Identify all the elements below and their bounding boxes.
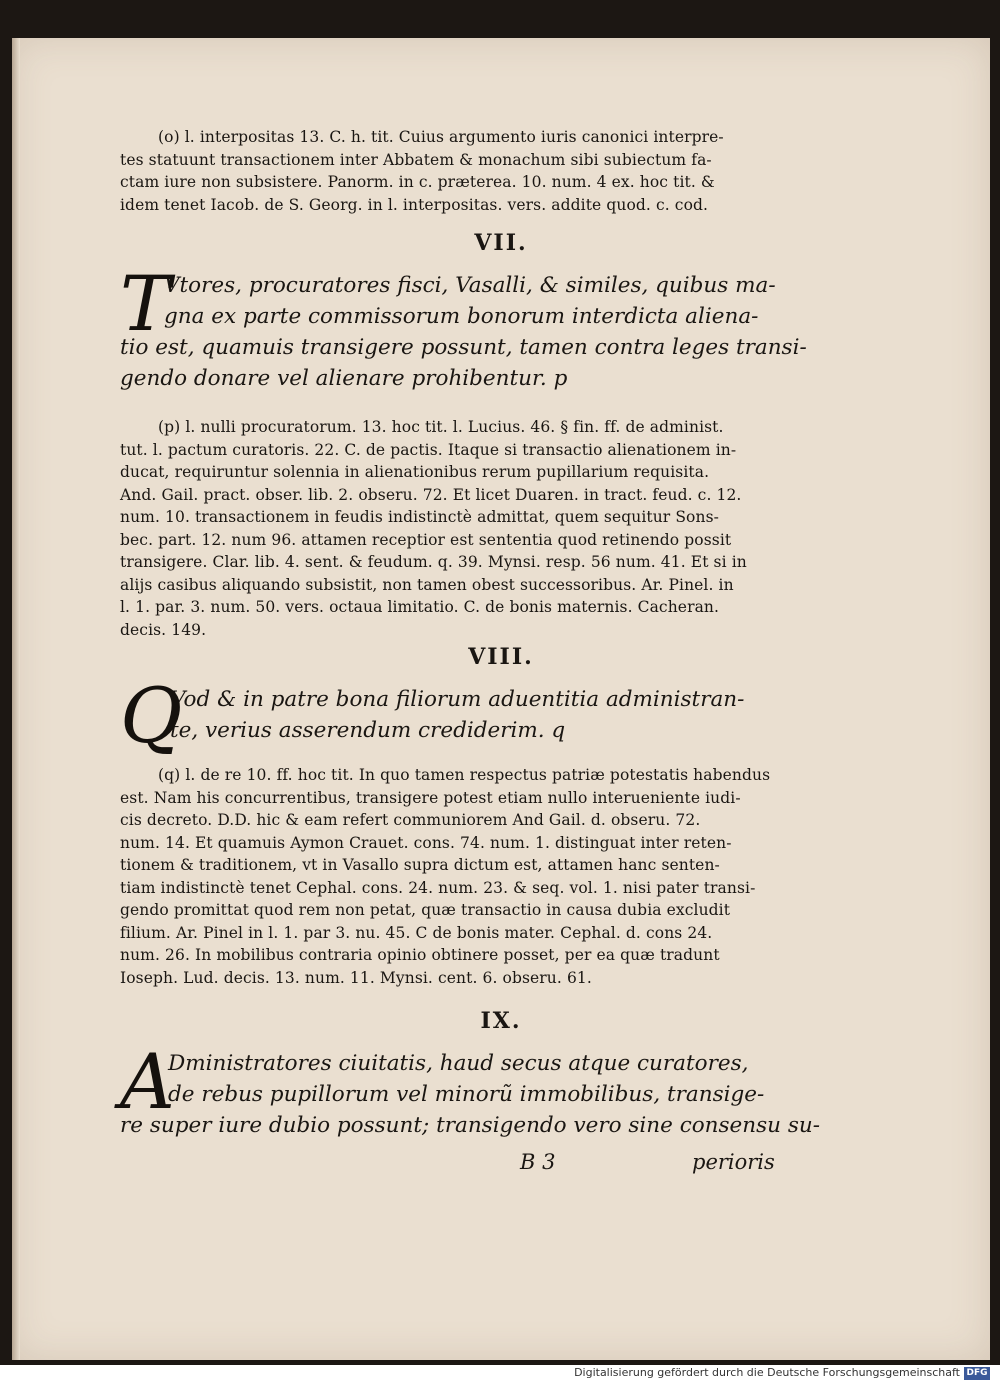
footnote-p (120, 416, 780, 641)
funding-credit: Digitalisierung gefördert durch die Deutsche Forschungsgemeinschaft (574, 1366, 960, 1379)
section-heading-viii: VIII. (468, 644, 534, 670)
text-line: cis decreto. D.D. hic & eam refert communiorem And Gail. d. obseru. 72. (120, 811, 701, 829)
text-line: l. 1. par. 3. num. 50. vers. octaua limitatio. C. de bonis maternis. Cacheran. (120, 598, 720, 616)
section-heading-vii: VII. (474, 230, 528, 256)
dfg-logo: DFG (964, 1367, 990, 1380)
footnote-o (120, 126, 780, 216)
section-heading-ix: IX. (480, 1008, 522, 1034)
text-line: (q) l. de re 10. ff. hoc tit. In quo tamen respectus patriæ potestatis habendus (158, 766, 771, 784)
drop-capital: A (120, 1037, 175, 1126)
section-vii-text (120, 259, 807, 394)
text-line: num. 10. transactionem in feudis indistinctè admittat, quem sequitur Sons- (120, 508, 719, 526)
text-line: Vtores, procuratores fisci, Vasalli, & similes, quibus ma- (164, 273, 776, 298)
text-line: num. 14. Et quamuis Aymon Crauet. cons. 74. num. 1. distinguat inter reten- (120, 833, 732, 852)
text-line: de rebus pupillorum vel minorũ immobilibus, transige- (168, 1082, 765, 1107)
text-line: Ioseph. Lud. decis. 13. num. 11. Mynsi. cent. 6. obseru. 61. (120, 968, 592, 987)
text-line: est. Nam his concurrentibus, transigere potest etiam nullo interueniente iudi- (120, 788, 741, 807)
section-viii-text (120, 671, 780, 760)
footnote-q (120, 764, 780, 989)
text-line: Dministratores ciuitatis, haud secus atque curatores, (168, 1051, 749, 1076)
text-line: tiam indistinctè tenet Cephal. cons. 24. num. 23. & seq. vol. 1. nisi pater transi- (120, 878, 756, 897)
text-line: tionem & traditionem, vt in Vasallo supra dictum est, attamen hanc senten- (120, 856, 720, 874)
text-line: And. Gail. pract. obser. lib. 2. obseru. 72. Et licet Duaren. in tract. feud. c. 12. (120, 485, 742, 504)
drop-capital: T (120, 259, 171, 348)
text-line: ctam iure non subsistere. Panorm. in c. præterea. 10. num. 4 ex. hoc tit. & (120, 173, 715, 191)
text-line: ducat, requiruntur solennia in alienationibus rerum pupillarium requisita. (120, 463, 710, 481)
text-line: (o) l. interpositas 13. C. h. tit. Cuius argumento iuris canonici interpre- (158, 128, 724, 146)
text-line: filium. Ar. Pinel in l. 1. par 3. nu. 45. C de bonis mater. Cephal. d. cons 24. (120, 923, 713, 942)
text-line: gendo promittat quod rem non petat, quæ transactio in causa dubia excludit (120, 901, 731, 919)
text-line: (p) l. nulli procuratorum. 13. hoc tit. l. Lucius. 46. § fin. ff. de administ. (158, 418, 724, 436)
text-line: alijs casibus aliquando subsistit, non tamen obest successoribus. Ar. Pinel. in (120, 575, 734, 594)
text-line: gna ex parte commissorum bonorum interdicta aliena- (164, 304, 759, 329)
text-line: tio est, quamuis transigere possunt, tamen contra leges transi- (120, 335, 807, 360)
text-line: decis. 149. (120, 620, 207, 639)
text-line: re super iure dubio possunt; transigendo vero sine consensu su- (120, 1113, 820, 1138)
footer-bar (0, 1365, 1000, 1383)
signature-mark: B 3 (520, 1150, 556, 1174)
section-ix-text (120, 1037, 820, 1141)
text-line: idem tenet Iacob. de S. Georg. in l. interpositas. vers. addite quod. c. cod. (120, 195, 709, 214)
text-line: bec. part. 12. num 96. attamen receptior est sententia quod retinendo possit (120, 530, 732, 549)
text-line: tes statuunt transactionem inter Abbatem & monachum sibi subiectum fa- (120, 150, 712, 169)
text-line: transigere. Clar. lib. 4. sent. & feudum. q. 39. Mynsi. resp. 56 num. 41. Et si in (120, 553, 747, 571)
text-line: te, verius asserendum crediderim. q (170, 718, 566, 743)
drop-capital: Q (120, 671, 183, 760)
text-line: num. 26. In mobilibus contraria opinio obtinere posset, per ea quæ tradunt (120, 946, 720, 964)
text-line: Vod & in patre bona filiorum aduentitia administran- (170, 687, 745, 712)
book-page (12, 38, 990, 1360)
text-line: tut. l. pactum curatoris. 22. C. de pactis. Itaque si transactio alienationem in- (120, 440, 737, 459)
text-line: gendo donare vel alienare prohibentur. p (120, 366, 568, 391)
catchword: perioris (692, 1150, 775, 1174)
